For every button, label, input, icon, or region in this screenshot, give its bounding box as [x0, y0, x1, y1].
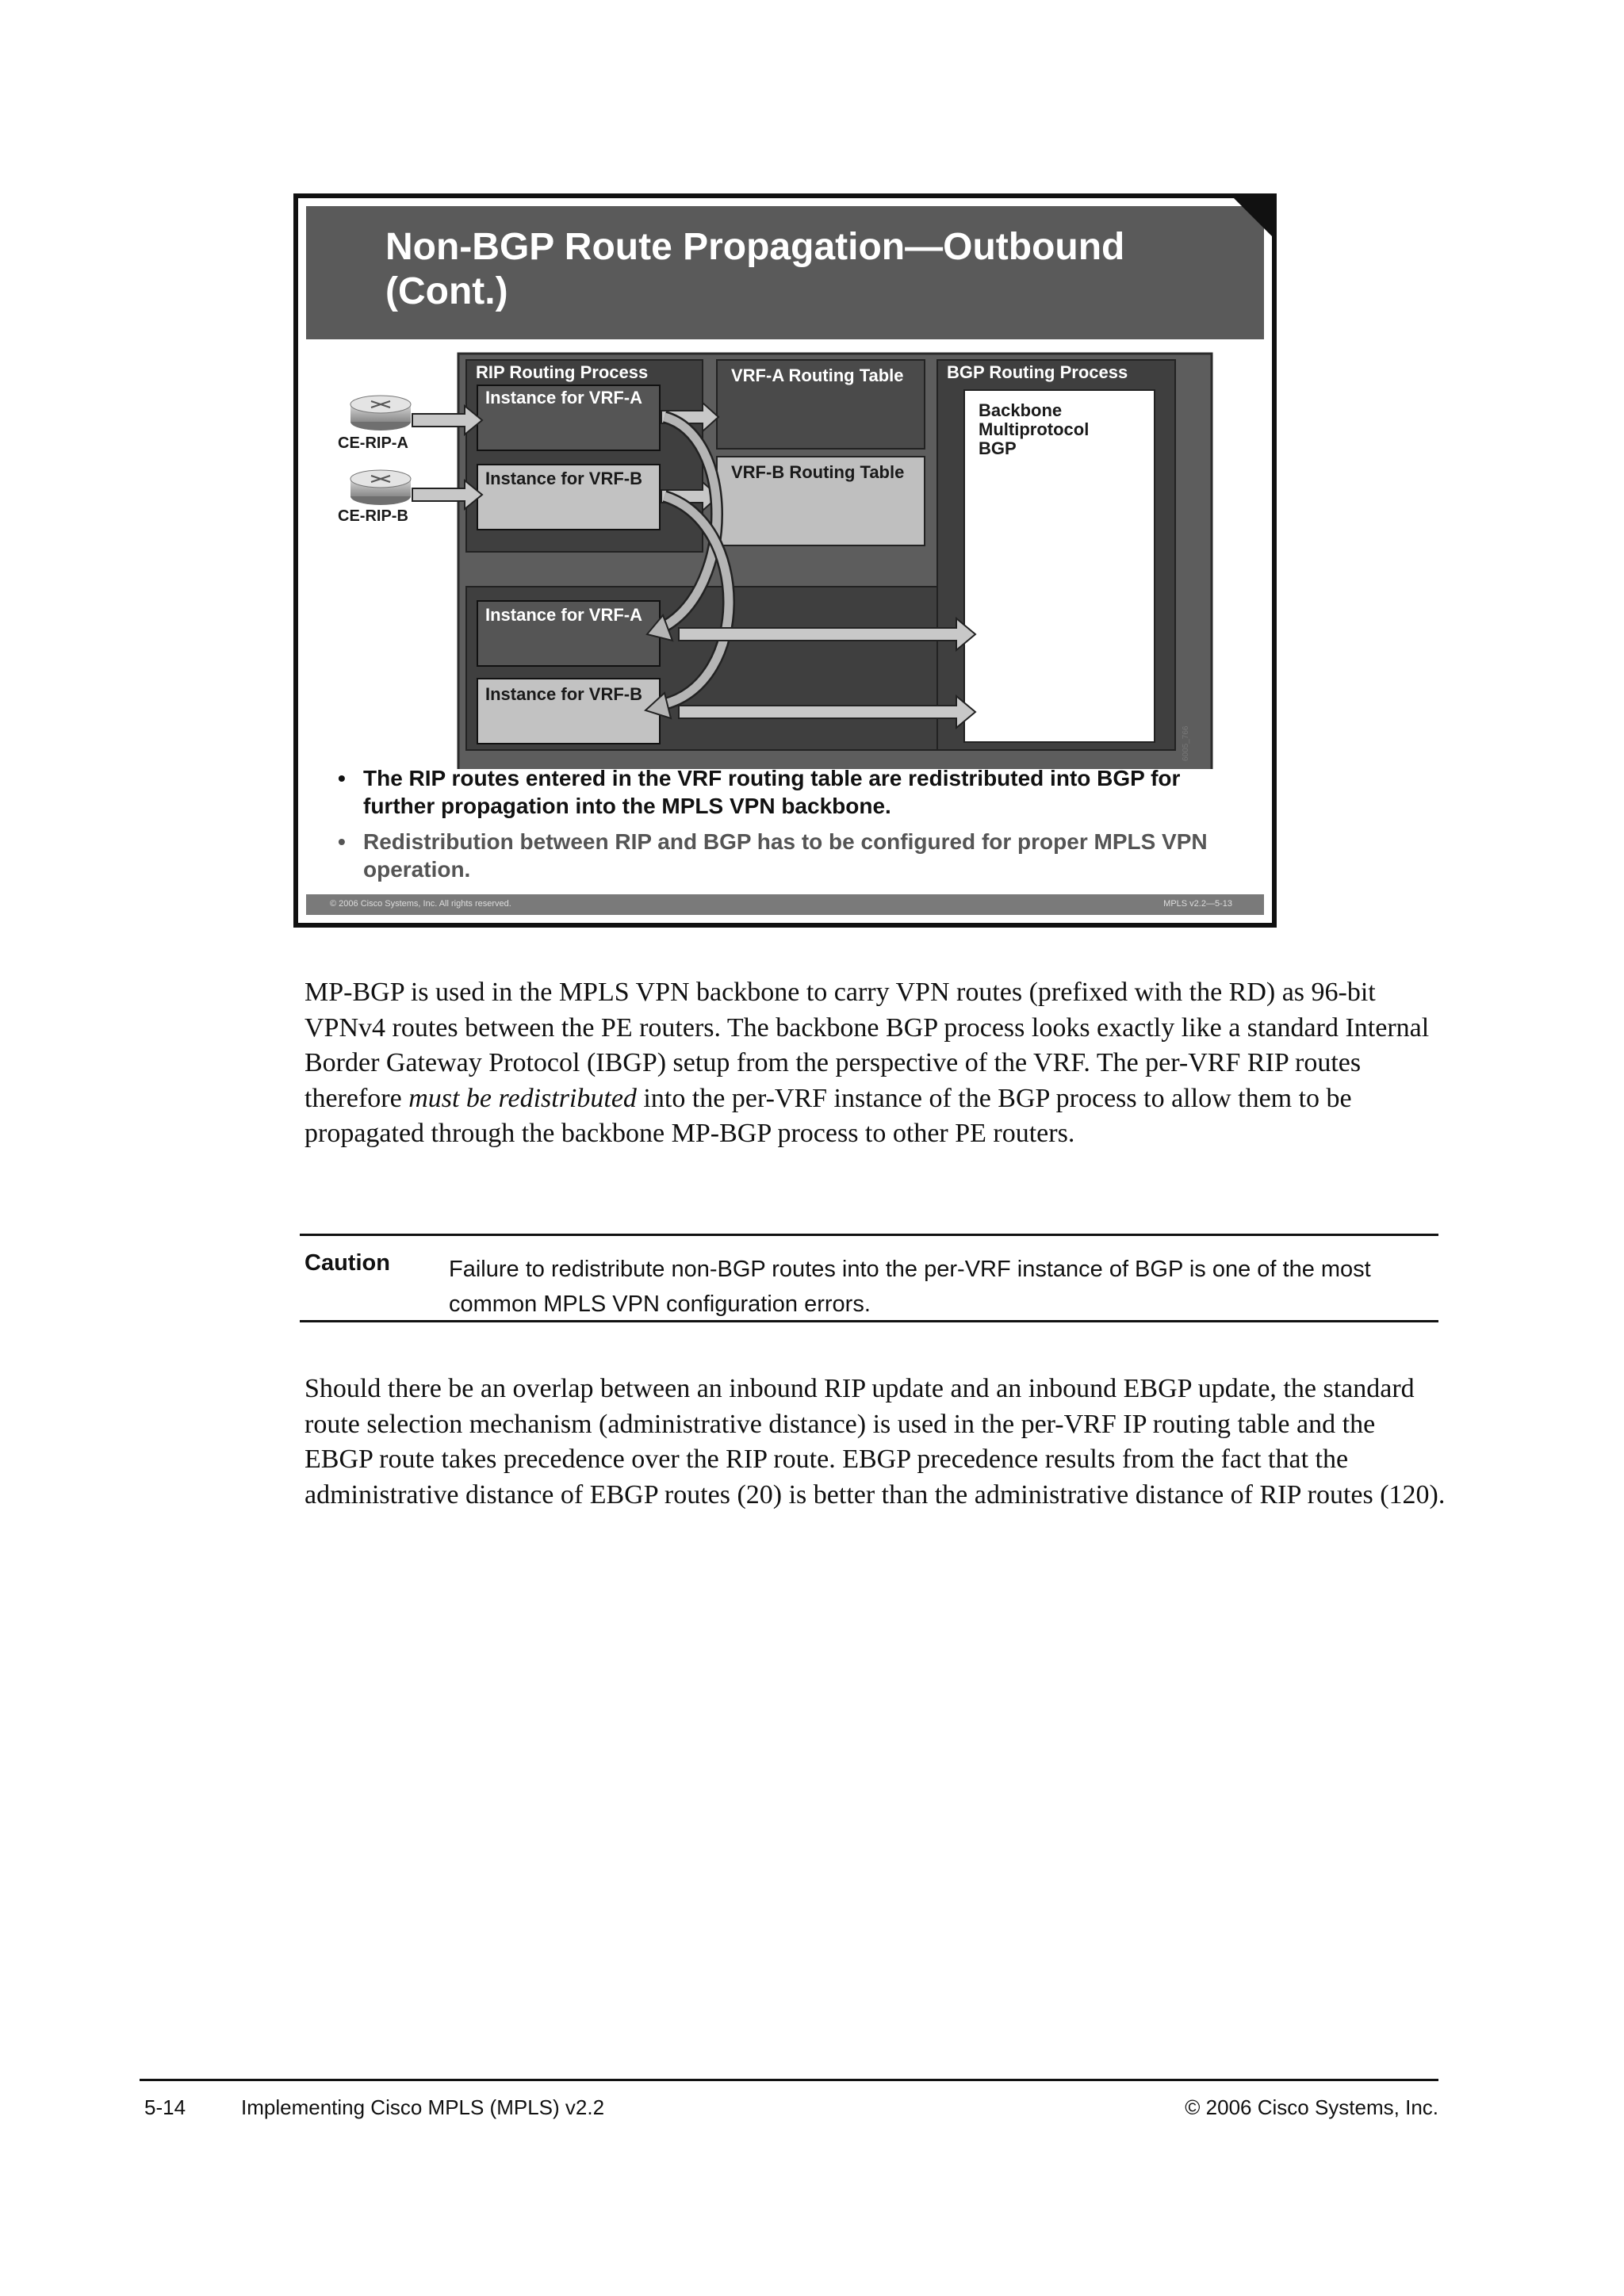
router-ce-rip-b: [350, 470, 411, 505]
slide-header: [306, 206, 1264, 339]
backbone-line3: BGP: [979, 438, 1017, 458]
course-title: Implementing Cisco MPLS (MPLS) v2.2: [241, 2095, 605, 2119]
slide-title-line2: (Cont.): [385, 270, 508, 312]
caution-label: Caution: [304, 1250, 390, 1276]
router-ce-rip-a-label: CE-RIP-A: [338, 434, 408, 452]
route-propagation-diagram: [306, 349, 1264, 769]
slide-content: [306, 206, 1264, 915]
caution-note: [300, 1234, 1438, 1322]
paragraph-mpbgp-end: into the per-VRF instance of the BGP process to allow them to be propagated through the backbone MP-BGP process to other PE routers.: [304, 1083, 1352, 1148]
backbone-line1: Backbone: [979, 400, 1063, 420]
paragraph-mpbgp-start: MP-BGP is used in the MPLS VPN backbone to carry VPN routes (prefixed with the RD) as 96-bit VPNv4 routes between the PE routers. The backbone BGP process looks exactly like a standard Internal Border Gateway Protocol (IBGP) setup from the perspective of the VRF. The per-VRF RIP routes therefore: [304, 978, 1430, 1113]
vrf-a-table-label: VRF-A Routing Table: [731, 365, 904, 385]
slide-figure: [293, 193, 1277, 928]
paragraph-mpbgp-emphasis: must be redistributed: [408, 1083, 637, 1113]
bgp-process-label: BGP Routing Process: [947, 362, 1128, 382]
slide-title-line1: Non-BGP Route Propagation—Outbound: [385, 226, 1125, 268]
rip-process-label: RIP Routing Process: [476, 362, 649, 382]
bullet-text: The RIP routes entered in the VRF routing table are redistributed into BGP for further propagation into the MPLS VPN backbone.: [363, 766, 1181, 818]
bgp-instance-vrf-b-label: Instance for VRF-B: [485, 684, 643, 704]
router-ce-rip-a: [350, 396, 411, 430]
page-copyright: © 2006 Cisco Systems, Inc.: [1185, 2095, 1438, 2119]
page-footer: [140, 2079, 1438, 2126]
slide-corner-marker: [1234, 198, 1272, 236]
paragraph-route-selection: Should there be an overlap between an inbound RIP update and an inbound EBGP update, the standard route selection mechanism (administrative distance) is used in the per-VRF IP routing table and the EBGP route takes precedence over the RIP route. EBGP precedence results from the fact that the administrative distance of EBGP routes (20) is better than the administrative distance of RIP routes (120).: [304, 1374, 1446, 1510]
backbone-line2: Multiprotocol: [979, 419, 1090, 439]
figure-id: 6005_766: [1182, 725, 1190, 761]
router-ce-rip-b-label: CE-RIP-B: [338, 507, 408, 525]
diagram-graphics: [306, 349, 1264, 769]
slide-bullet: [338, 764, 1242, 820]
slide-footer: [306, 894, 1264, 915]
slide-bullet-list: [338, 764, 1242, 891]
bullet-marker: •: [338, 829, 346, 854]
bullet-marker: •: [338, 766, 346, 790]
page-number: 5-14: [144, 2095, 186, 2119]
bullet-text: Redistribution between RIP and BGP has to be configured for proper MPLS VPN operation.: [363, 829, 1208, 882]
rip-instance-vrf-b-label: Instance for VRF-B: [485, 469, 643, 488]
vrf-b-table-label: VRF-B Routing Table: [731, 462, 905, 482]
bgp-instance-vrf-a-label: Instance for VRF-A: [485, 605, 643, 625]
paragraph-mpbgp: [304, 975, 1446, 1152]
slide-title: [385, 225, 1178, 314]
slide-footer-copyright: © 2006 Cisco Systems, Inc. All rights reserved.: [330, 899, 511, 909]
caution-text: Failure to redistribute non-BGP routes into the per-VRF instance of BGP is one of the most common MPLS VPN configuration errors.: [449, 1257, 1371, 1317]
slide-footer-version: MPLS v2.2—5-13: [1163, 899, 1232, 909]
slide-bullet: [338, 828, 1242, 883]
rip-instance-vrf-a-label: Instance for VRF-A: [485, 388, 643, 408]
